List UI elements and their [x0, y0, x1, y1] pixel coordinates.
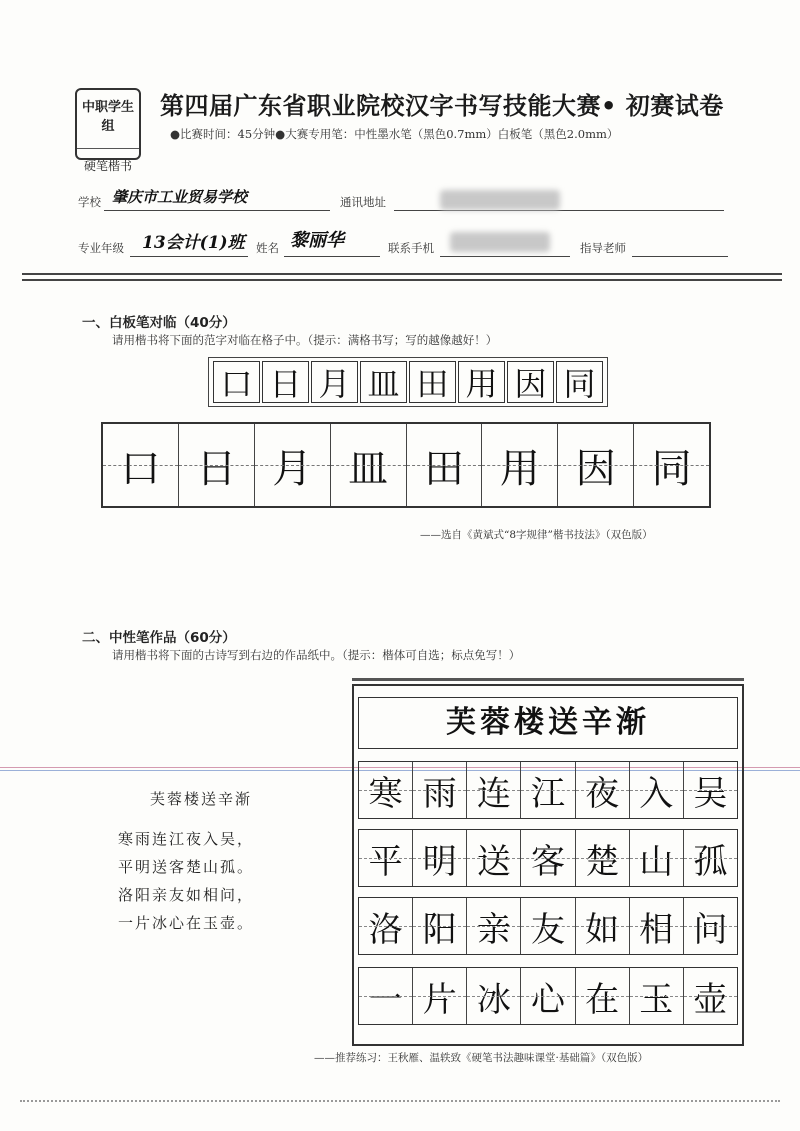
work-cell[interactable]: 阳	[413, 898, 467, 954]
work-cell[interactable]: 片	[413, 968, 467, 1024]
badge-group-label: 中职学生组	[81, 100, 134, 134]
section1-heading: 一、白板笔对临（40分）	[82, 315, 236, 331]
poem-line: 洛阳亲友如相问，	[118, 886, 255, 904]
work-cell[interactable]: 友	[521, 898, 575, 954]
practice-cell[interactable]: 同	[634, 424, 709, 506]
model-char: 皿	[360, 361, 407, 403]
work-cell[interactable]: 亲	[467, 898, 521, 954]
exam-subtitle: ●比赛时间：45分钟●大赛专用笔：中性墨水笔（黑色0.7mm）白板笔（黑色2.0mm）	[170, 127, 619, 141]
exam-title-main: 第四届广东省职业院校汉字书写技能大赛	[160, 92, 601, 120]
header-divider	[22, 273, 782, 281]
badge-category-label: 硬笔楷书	[77, 148, 139, 174]
phone-redacted	[450, 232, 550, 252]
work-cell[interactable]: 客	[521, 830, 575, 886]
section2-credit: ——推荐练习：王秋雁、温轶致《硬笔书法趣味课堂·基础篇》（双色版）	[314, 1052, 649, 1064]
name-line	[284, 256, 380, 257]
name-label: 姓名	[256, 241, 279, 255]
work-cell[interactable]: 吴	[684, 762, 737, 818]
practice-cell[interactable]: 口	[103, 424, 179, 506]
work-row	[358, 967, 738, 1025]
model-characters	[208, 357, 608, 407]
poem-line: 平明送客楚山孤。	[118, 858, 255, 876]
model-char: 日	[262, 361, 309, 403]
major-label: 专业年级	[78, 241, 124, 255]
work-row	[358, 761, 738, 819]
work-cell[interactable]: 明	[413, 830, 467, 886]
work-cell[interactable]: 问	[684, 898, 737, 954]
work-cell[interactable]: 洛	[359, 898, 413, 954]
model-char: 同	[556, 361, 603, 403]
school-label: 学校	[78, 195, 101, 209]
exam-title	[160, 86, 760, 121]
model-char: 口	[213, 361, 260, 403]
work-cell[interactable]: 送	[467, 830, 521, 886]
model-char: 月	[311, 361, 358, 403]
section1-instruction: 请用楷书将下面的范字对临在格子中。（提示：满格书写；写的越像越好！）	[112, 333, 498, 347]
work-row	[358, 897, 738, 955]
address-label: 通讯地址	[340, 195, 386, 209]
model-char: 用	[458, 361, 505, 403]
section1-credit: ——选自《黄斌式“8字规律”楷书技法》（双色版）	[420, 529, 653, 541]
address-line	[394, 210, 724, 211]
poem-line: 寒雨连江夜入吴，	[118, 830, 255, 848]
school-value[interactable]: 肇庆市工业贸易学校	[112, 188, 248, 206]
work-row	[358, 829, 738, 887]
work-cell[interactable]: 相	[630, 898, 684, 954]
work-cell[interactable]: 孤	[684, 830, 737, 886]
work-cell[interactable]: 入	[630, 762, 684, 818]
teacher-label: 指导老师	[580, 241, 626, 255]
practice-cell[interactable]: 日	[179, 424, 255, 506]
phone-line	[440, 256, 570, 257]
address-redacted	[440, 190, 560, 210]
practice-cell[interactable]: 因	[558, 424, 634, 506]
work-sheet-top-rule	[352, 678, 744, 681]
work-cell[interactable]: 平	[359, 830, 413, 886]
work-cell[interactable]: 雨	[413, 762, 467, 818]
practice-cell[interactable]: 用	[482, 424, 558, 506]
work-cell[interactable]: 寒	[359, 762, 413, 818]
work-cell[interactable]: 连	[467, 762, 521, 818]
practice-grid	[101, 422, 711, 508]
school-line	[104, 210, 330, 211]
work-cell[interactable]: 心	[521, 968, 575, 1024]
work-cell[interactable]: 冰	[467, 968, 521, 1024]
exam-title-suffix: • 初赛试卷	[601, 92, 724, 120]
work-cell[interactable]: 夜	[576, 762, 630, 818]
work-cell[interactable]: 山	[630, 830, 684, 886]
section2-heading: 二、中性笔作品（60分）	[82, 630, 236, 646]
work-cell[interactable]: 江	[521, 762, 575, 818]
section2-instruction: 请用楷书将下面的古诗写到右边的作品纸中。（提示：楷体可自选；标点免写！）	[112, 648, 521, 662]
practice-cell[interactable]: 田	[407, 424, 483, 506]
work-cell[interactable]: 在	[576, 968, 630, 1024]
practice-cell[interactable]: 月	[255, 424, 331, 506]
work-cell[interactable]: 一	[359, 968, 413, 1024]
work-cell[interactable]: 楚	[576, 830, 630, 886]
teacher-line	[632, 256, 728, 257]
model-char: 因	[507, 361, 554, 403]
model-char: 田	[409, 361, 456, 403]
group-badge	[75, 88, 141, 173]
phone-label: 联系手机	[388, 241, 434, 255]
major-value[interactable]: 13会计(1)班	[142, 233, 245, 253]
scan-edge	[20, 1100, 780, 1110]
name-value[interactable]: 黎丽华	[290, 230, 344, 251]
practice-cell[interactable]: 皿	[331, 424, 407, 506]
work-cell[interactable]: 壶	[684, 968, 737, 1024]
poem-line: 一片冰心在玉壶。	[118, 914, 255, 932]
work-cell[interactable]: 玉	[630, 968, 684, 1024]
poem-title: 芙蓉楼送辛渐	[150, 790, 253, 808]
work-cell[interactable]: 如	[576, 898, 630, 954]
major-line	[130, 256, 248, 257]
work-title[interactable]: 芙蓉楼送辛渐	[358, 697, 738, 749]
